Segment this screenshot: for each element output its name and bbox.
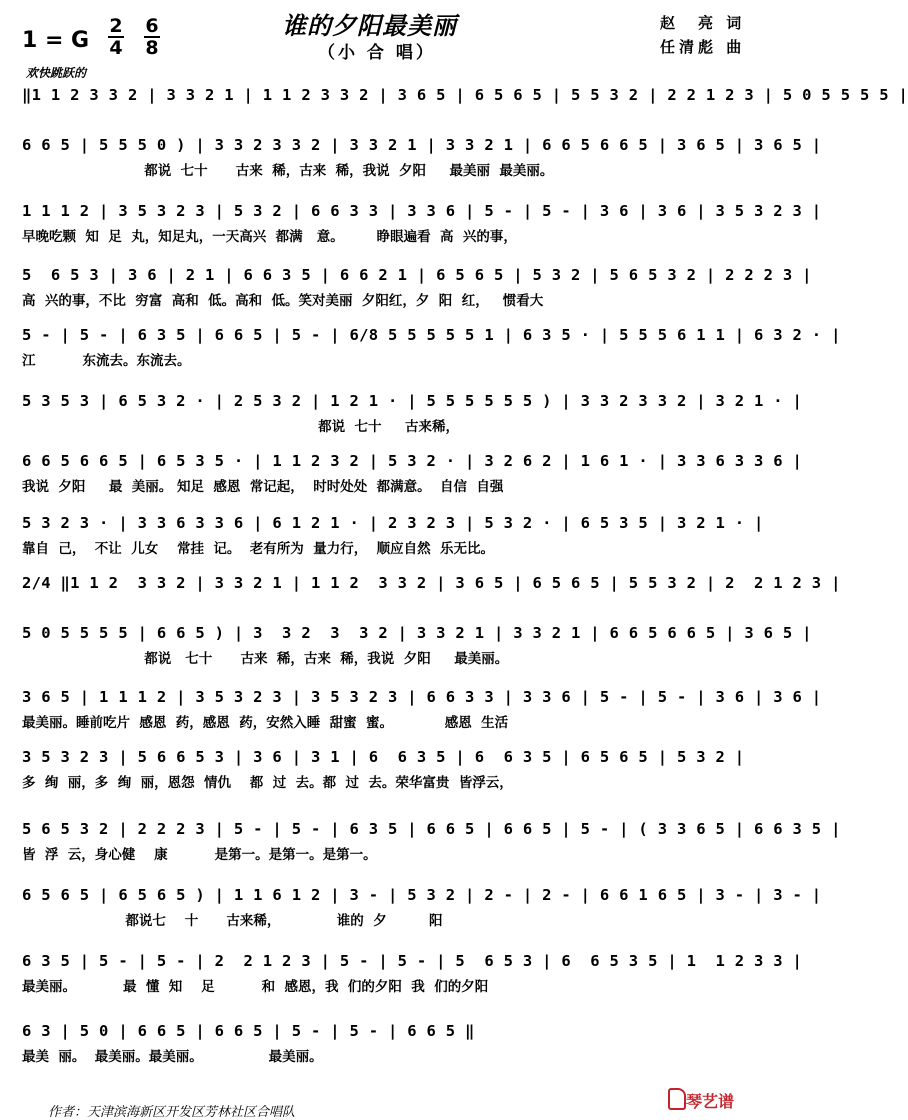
lyric-line: 最美 丽。 最美丽。最美丽。 最美丽。 — [22, 1049, 323, 1065]
notation-line: 6 5 6 5 | 6 5 6 5 ) | 1 1 6 1 2 | 3 - | 5 3 2 | 2 - | 2 - | 6 6 1 6 5 | 3 - | 3 - | — [22, 886, 822, 904]
brand-logo-icon — [668, 1088, 686, 1110]
time-signature-6-8 — [144, 16, 160, 58]
notation-line: 5 0 5 5 5 5 | 6 6 5 ) | 3 3 2 3 3 2 | 3 3 2 1 | 3 3 2 1 | 6 6 5 6 6 5 | 3 6 5 | — [22, 624, 812, 642]
author-credit: 作者：天津滨海新区开发区芳林社区合唱队 — [48, 1105, 296, 1120]
score-row — [22, 952, 803, 995]
meter-numerator: 6 — [145, 15, 159, 37]
composer-credit: 任清彪 曲 — [660, 38, 746, 56]
song-title: 谁的夕阳最美丽 — [282, 12, 457, 40]
lyric-line: 早晚吃颗 知 足 丸，知足丸，一天高兴 都满 意。 睁眼遍看 高 兴的事， — [22, 229, 517, 245]
score-row — [22, 886, 822, 929]
lyric-line: 都说 七十 古来 稀，古来 稀，我说 夕阳 最美丽 最美丽。 — [22, 163, 554, 179]
lyric-line: 我说 夕阳 最 美丽。 知足 感恩 常记起， 时时处处 都满意。 自信 自强 — [22, 479, 504, 495]
score-row — [22, 452, 803, 495]
score-row — [22, 266, 812, 309]
notation-line: 6 6 5 | 5 5 5 0 ) | 3 3 2 3 3 2 | 3 3 2 1 | 3 3 2 1 | 6 6 5 6 6 5 | 3 6 5 | 3 6 5 | — [22, 136, 822, 154]
notation-line: 3 6 5 | 1 1 1 2 | 3 5 3 2 3 | 3 5 3 2 3 | 6 6 3 3 | 3 3 6 | 5 - | 5 - | 3 6 | 3 6 | — [22, 688, 822, 706]
notation-line: 5 6 5 3 | 3 6 | 2 1 | 6 6 3 5 | 6 6 2 1 | 6 5 6 5 | 5 3 2 | 5 6 5 3 2 | 2 2 2 3 | — [22, 266, 812, 284]
score-row — [22, 820, 841, 863]
score-row — [22, 1022, 762, 1065]
song-subtitle: （小 合 唱） — [318, 43, 436, 63]
score-row — [22, 514, 762, 557]
lyric-line: 靠自 己， 不让 儿女 常挂 记。 老有所为 量力行， 顺应自然 乐无比。 — [22, 541, 494, 557]
notation-line: 1 1 1 2 | 3 5 3 2 3 | 5 3 2 | 6 6 3 3 | 3 3 6 | 5 - | 5 - | 3 6 | 3 6 | 3 5 3 2 3 | — [22, 202, 822, 220]
score-row — [22, 574, 841, 601]
score-row — [22, 136, 822, 179]
notation-line: 6 3 5 | 5 - | 5 - | 2 2 1 2 3 | 5 - | 5 - | 5 6 5 3 | 6 6 5 3 5 | 1 1 2 3 3 | — [22, 952, 803, 970]
notation-line: 5 3 2 3 · | 3 3 6 3 3 6 | 6 1 2 1 · | 2 3 2 3 | 5 3 2 · | 6 5 3 5 | 3 2 1 · | — [22, 514, 764, 532]
tempo-marking: 欢快跳跃的 — [26, 66, 87, 80]
score-row — [22, 748, 762, 791]
time-signature-2-4 — [108, 16, 124, 58]
score-row — [22, 326, 841, 369]
meter-denominator: 8 — [145, 37, 159, 59]
score-row — [22, 624, 812, 667]
notation-line: 3 5 3 2 3 | 5 6 6 5 3 | 3 6 | 3 1 | 6 6 3 5 | 6 6 3 5 | 6 5 6 5 | 5 3 2 | — [22, 748, 745, 766]
lyric-line: 都说 七十 古来 稀，古来 稀，我说 夕阳 最美丽。 — [22, 651, 509, 667]
meter-numerator: 2 — [109, 15, 123, 37]
lyric-line: 高 兴的事，不比 穷富 高和 低。高和 低。笑对美丽 夕阳红，夕 阳 红， 惯看大 — [22, 293, 544, 309]
notation-line: 6 3 | 5 0 | 6 6 5 | 6 6 5 | 5 - | 5 - | 6 6 5 ‖ — [22, 1022, 475, 1040]
notation-line: 2/4 ‖1 1 2 3 3 2 | 3 3 2 1 | 1 1 2 3 3 2 | 3 6 5 | 6 5 6 5 | 5 5 3 2 | 2 2 1 2 3 | — [22, 574, 841, 592]
lyric-line: 多 绚 丽，多 绚 丽，恩怨 情仇 都 过 去。都 过 去。荣华富贵 皆浮云， — [22, 775, 513, 791]
lyric-line: 都说七 十 古来稀， 谁的 夕 阳 — [22, 913, 443, 929]
brand-watermark: 琴艺谱 — [686, 1092, 735, 1111]
score-row — [22, 392, 803, 435]
notation-line: 6 6 5 6 6 5 | 6 5 3 5 · | 1 1 2 3 2 | 5 3 2 · | 3 2 6 2 | 1 6 1 · | 3 3 6 3 3 6 | — [22, 452, 803, 470]
key-signature: 1 = G — [22, 28, 90, 53]
meter-denominator: 4 — [109, 37, 123, 59]
notation-line: 5 3 5 3 | 6 5 3 2 · | 2 5 3 2 | 1 2 1 · | 5 5 5 5 5 5 ) | 3 3 2 3 3 2 | 3 2 1 · | — [22, 392, 803, 410]
notation-line: 5 - | 5 - | 6 3 5 | 6 6 5 | 5 - | 6/8 5 5 5 5 5 1 | 6 3 5 · | 5 5 5 6 1 1 | 6 3 2 · | — [22, 326, 841, 344]
lyric-line: 最美丽。睡前吃片 感恩 药，感恩 药，安然入睡 甜蜜 蜜。 感恩 生活 — [22, 715, 509, 731]
lyric-line: 皆 浮 云，身心健 康 是第一。是第一。是第一。 — [22, 847, 377, 863]
notation-line: ‖1 1 2 3 3 2 | 3 3 2 1 | 1 1 2 3 3 2 | 3 6 5 | 6 5 6 5 | 5 5 3 2 | 2 2 1 2 3 | 5 0 5 5 5 5 | — [22, 86, 908, 104]
score-row — [22, 86, 908, 113]
notation-line: 5 6 5 3 2 | 2 2 2 3 | 5 - | 5 - | 6 3 5 | 6 6 5 | 6 6 5 | 5 - | ( 3 3 6 5 | 6 6 3 5 | — [22, 820, 841, 838]
lyric-line: 江 东流去。东流去。 — [22, 353, 191, 369]
lyric-line: 最美丽。 最 懂 知 足 和 感恩，我 们的夕阳 我 们的夕阳 — [22, 979, 489, 995]
lyric-line: 都说 七十 古来稀， — [22, 419, 459, 435]
score-row — [22, 202, 822, 245]
lyricist-credit: 赵 亮 词 — [660, 14, 746, 32]
score-row — [22, 688, 822, 731]
